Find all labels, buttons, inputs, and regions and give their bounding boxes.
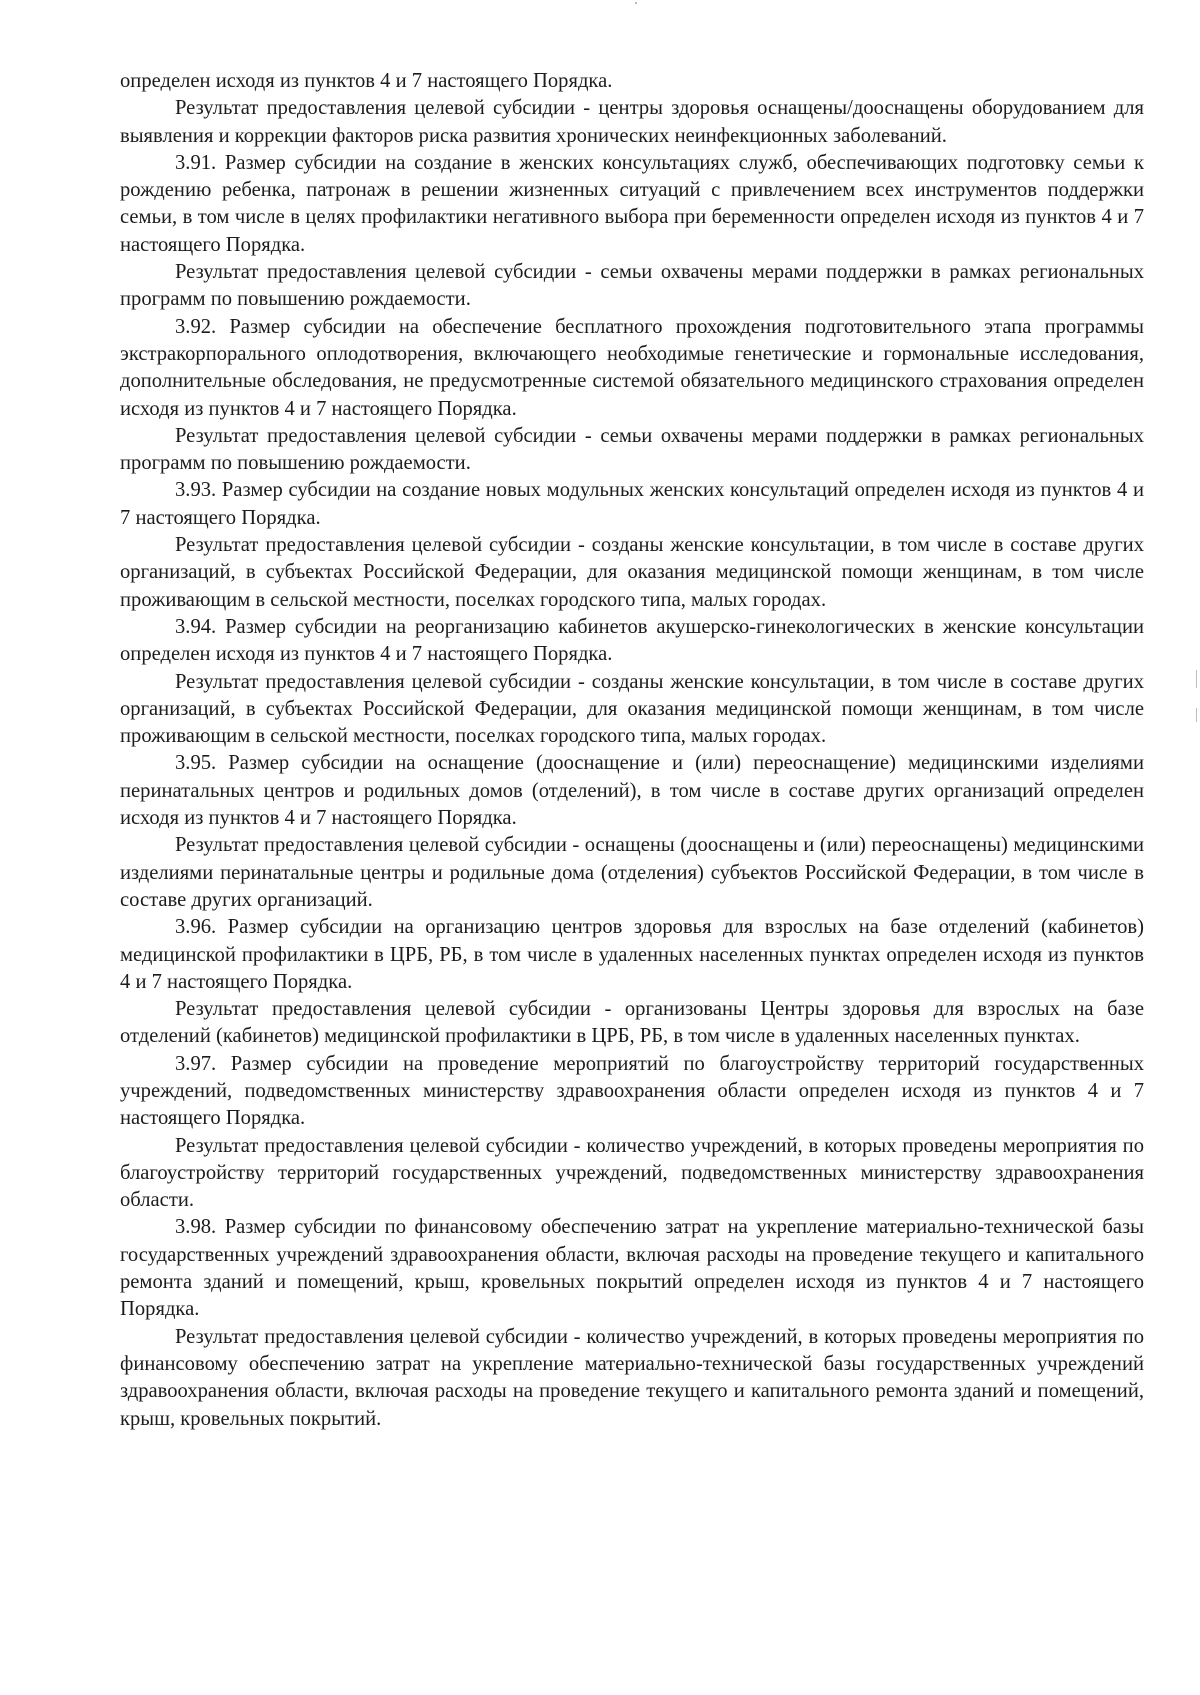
clause-3-95: 3.95. Размер субсидии на оснащение (дооснащение и (или) переоснащение) медицинскими изделиями перинатальных центров и родильных домов (отделений), в том числе в составе других организаций определен исходя из пунктов 4 и 7 настоящего Порядка. — [120, 752, 1144, 830]
clause-3-94: 3.94. Размер субсидии на реорганизацию кабинетов акушерско-гинекологических в женские консультации определен исходя из пунктов 4 и 7 настоящего Порядка. — [120, 615, 1144, 666]
clause-3-92: 3.92. Размер субсидии на обеспечение бесплатного прохождения подготовительного этапа программы экстракорпорального оплодотворения, включающего необходимые генетические и гормональные исследования, дополнительные обследования, не предусмотренные системой обязательного медицинского страхования определен исходя из пунктов 4 и 7 настоящего Порядка. — [120, 315, 1144, 420]
clause-3-93: 3.93. Размер субсидии на создание новых модульных женских консультаций определен исходя из пунктов 4 и 7 настоящего Порядка. — [120, 479, 1144, 529]
paragraph-result: Результат предоставления целевой субсидии - организованы Центры здоровья для взрослых на базе отделений (кабинетов) медицинской профилактики в ЦРБ, РБ, в том числе в удаленных населенных пунктах. — [120, 998, 1144, 1048]
clause-3-97: 3.97. Размер субсидии на проведение мероприятий по благоустройству территорий государственных учреждений, подведомственных министерству здравоохранения области определен исходя из пунктов 4 и 7 настоящего Порядка. — [120, 1052, 1144, 1130]
paragraph-result: Результат предоставления целевой субсидии - количество учреждений, в которых проведены мероприятия по благоустройству территорий государственных учреждений, подведомственных министерству здравоохранения области. — [120, 1134, 1144, 1212]
clause-3-96: 3.96. Размер субсидии на организацию центров здоровья для взрослых на базе отделений (кабинетов) медицинской профилактики в ЦРБ, РБ, в том числе в удаленных населенных пунктах определен исходя из пунктов 4 и 7 настоящего Порядка. — [120, 916, 1144, 993]
paragraph-result: Результат предоставления целевой субсидии - количество учреждений, в которых проведены мероприятия по финансовому обеспечению затрат на укрепление материально-технической базы государственных учреждений здравоохранения области, включая расходы на проведение текущего и капитального ремонта зданий и помещений, крыш, кровельных покрытий. — [120, 1325, 1144, 1430]
paragraph-result: Результат предоставления целевой субсидии - семьи охвачены мерами поддержки в рамках региональных программ по повышению рождаемости. — [120, 424, 1144, 475]
paragraph-continuation: определен исходя из пунктов 4 и 7 настоящего Порядка. — [120, 70, 613, 92]
scan-edge-mark — [1196, 670, 1197, 688]
scan-speck — [635, 2, 637, 4]
paragraph-result: Результат предоставления целевой субсидии - созданы женские консультации, в том числе в составе других организаций, в субъектах Российской Федерации, для оказания медицинской помощи женщинам, в том числе проживающим в сельской местности, поселках городского типа, малых городах. — [120, 534, 1144, 611]
paragraph-result: Результат предоставления целевой субсидии - семьи охвачены мерами поддержки в рамках региональных программ по повышению рождаемости. — [120, 261, 1144, 311]
clause-3-98: 3.98. Размер субсидии по финансовому обеспечению затрат на укрепление материально-технической базы государственных учреждений здравоохранения области, включая расходы на проведение текущего и капитального ремонта зданий и помещений, крыш, кровельных покрытий определен исходя из пунктов 4 и 7 настоящего Порядка. — [120, 1216, 1144, 1321]
clause-3-91: 3.91. Размер субсидии на создание в женских консультациях служб, обеспечивающих подготовку семьи к рождению ребенка, патронаж в решении жизненных ситуаций с привлечением всех инструментов поддержки семьи, в том числе в целях профилактики негативного выбора при беременности определен исходя из пунктов 4 и 7 настоящего Порядка. — [120, 151, 1144, 256]
document-page — [120, 68, 1144, 1433]
scan-edge-mark — [1196, 708, 1197, 722]
paragraph-result: Результат предоставления целевой субсидии - созданы женские консультации, в том числе в составе других организаций, в субъектах Российской Федерации, для оказания медицинской помощи женщинам, в том числе проживающим в сельской местности, поселках городского типа, малых городах. — [120, 670, 1144, 748]
paragraph-result: Результат предоставления целевой субсидии - оснащены (дооснащены и (или) переоснащены) медицинскими изделиями перинатальные центры и родильные дома (отделения) субъектов Российской Федерации, в том числе в составе других организаций. — [120, 834, 1144, 911]
paragraph-result: Результат предоставления целевой субсидии - центры здоровья оснащены/дооснащены оборудованием для выявления и коррекции факторов риска развития хронических неинфекционных заболеваний. — [120, 97, 1144, 147]
